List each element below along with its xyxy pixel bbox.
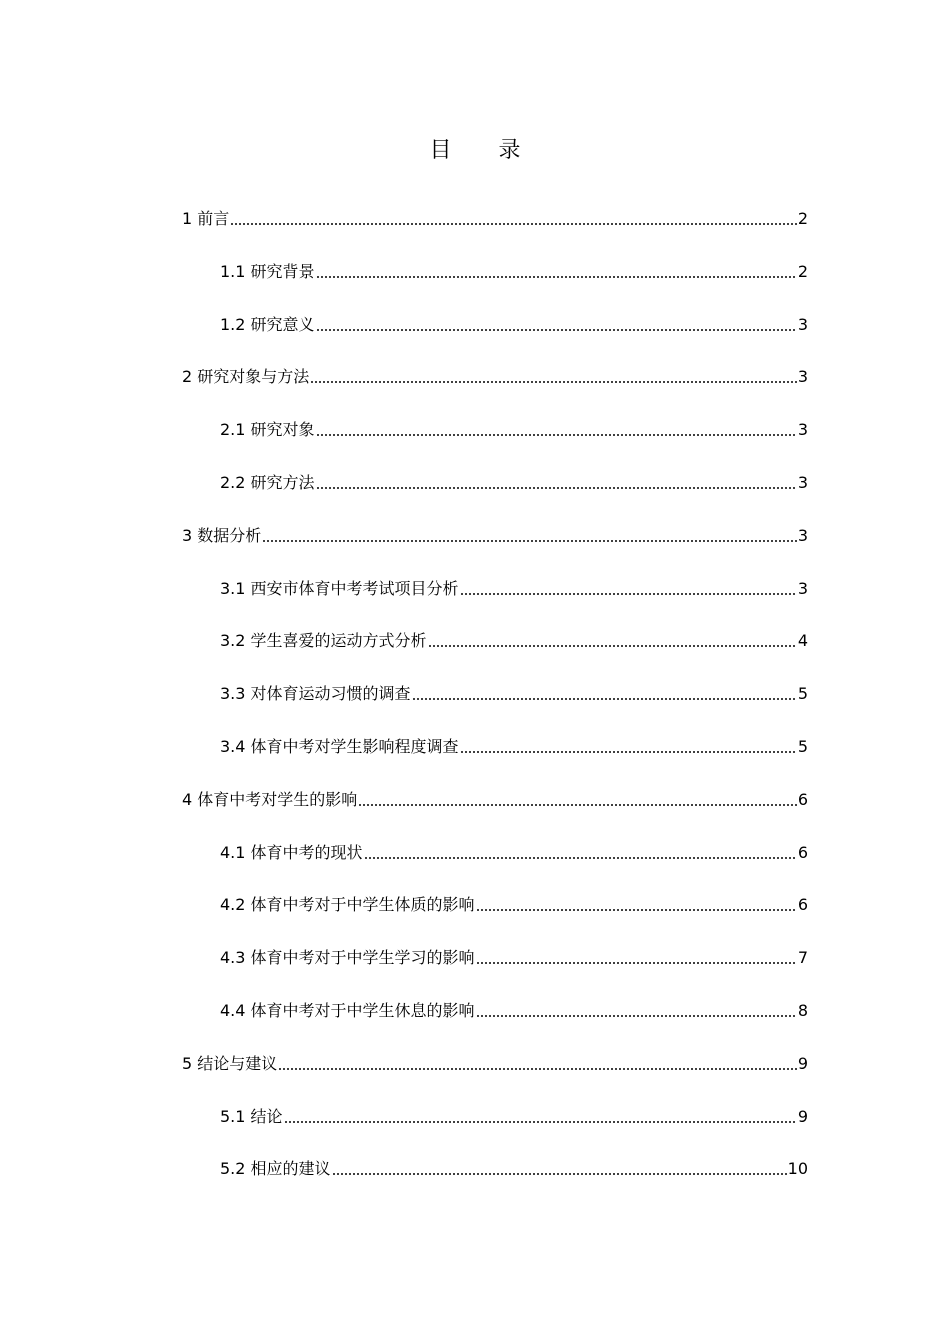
toc-entry[interactable] <box>182 200 808 230</box>
toc-entry-page-number: 3 <box>797 314 808 334</box>
toc-entry-label: 4 体育中考对学生的影响 <box>182 789 358 809</box>
toc-entry-page-number: 5 <box>797 737 808 756</box>
toc-dot-leader <box>262 540 797 542</box>
toc-dot-leader <box>358 804 797 806</box>
toc-dot-leader <box>428 645 797 647</box>
toc-entry[interactable] <box>220 306 808 336</box>
toc-entry[interactable] <box>220 253 808 283</box>
toc-entry-page-number: 10 <box>787 1159 808 1179</box>
toc-entry-label: 1.1 研究背景 <box>220 261 315 281</box>
toc-entry-label: 2.1 研究对象 <box>220 420 315 440</box>
toc-entry[interactable] <box>182 517 808 547</box>
toc-entry-label: 3 数据分析 <box>182 525 262 545</box>
toc-entry-page-number: 3 <box>797 367 808 387</box>
toc-dot-leader <box>284 1121 797 1123</box>
toc-entry[interactable] <box>220 622 808 652</box>
toc-entry-page-number: 3 <box>797 525 808 545</box>
toc-entry-page-number: 8 <box>797 1001 808 1020</box>
toc-entry-label: 3.3 对体育运动习惯的调查 <box>220 684 411 704</box>
toc-dot-leader <box>476 962 797 964</box>
toc-dot-leader <box>316 329 797 331</box>
toc-entry-page-number: 9 <box>797 1053 808 1073</box>
toc-dot-leader <box>476 1015 797 1017</box>
toc-entry[interactable] <box>220 1098 808 1128</box>
toc-title: 目 录 <box>429 138 541 163</box>
toc-entry-page-number: 7 <box>797 948 808 968</box>
toc-dot-leader <box>364 857 797 859</box>
toc-entry-page-number: 3 <box>797 578 808 598</box>
toc-entry-label: 3.1 西安市体育中考考试项目分析 <box>220 578 459 598</box>
toc-entry-label: 2.2 研究方法 <box>220 473 315 492</box>
toc-entry[interactable] <box>220 992 808 1022</box>
toc-entry-page-number: 2 <box>797 261 808 281</box>
toc-entry[interactable] <box>220 728 808 758</box>
toc-entry-page-number: 5 <box>797 684 808 704</box>
toc-dot-leader <box>460 593 797 595</box>
toc-entry-label: 5.2 相应的建议 <box>220 1159 331 1179</box>
toc-dot-leader <box>332 1173 787 1175</box>
toc-entry[interactable] <box>220 939 808 969</box>
toc-dot-leader <box>230 223 797 225</box>
toc-entry-label: 3.2 学生喜爱的运动方式分析 <box>220 631 427 651</box>
toc-entry-page-number: 3 <box>797 473 808 492</box>
toc-entry-label: 5 结论与建议 <box>182 1053 278 1073</box>
toc-dot-leader <box>476 909 797 911</box>
toc-entry[interactable] <box>220 834 808 864</box>
toc-entry[interactable] <box>182 1045 808 1075</box>
toc-entry-label: 3.4 体育中考对学生影响程度调查 <box>220 737 459 756</box>
toc-entry-label: 4.1 体育中考的现状 <box>220 842 363 862</box>
toc-dot-leader <box>316 276 797 278</box>
toc-entry-page-number: 3 <box>797 420 808 440</box>
toc-entry-label: 1 前言 <box>182 209 230 228</box>
toc-entry[interactable] <box>220 675 808 705</box>
toc-dot-leader <box>278 1068 797 1070</box>
toc-entry-page-number: 4 <box>797 631 808 651</box>
toc-entry-label: 4.2 体育中考对于中学生体质的影响 <box>220 895 475 915</box>
toc-dot-leader <box>316 434 797 436</box>
toc-dot-leader <box>460 751 797 753</box>
toc-dot-leader <box>412 698 797 700</box>
toc-entry-label: 5.1 结论 <box>220 1106 283 1126</box>
toc-entry-label: 4.3 体育中考对于中学生学习的影响 <box>220 948 475 968</box>
toc-entry[interactable] <box>220 1150 808 1180</box>
toc-entry[interactable] <box>220 570 808 600</box>
toc-entry[interactable] <box>220 411 808 441</box>
toc-entry[interactable] <box>182 358 808 388</box>
toc-entry-page-number: 6 <box>797 895 808 915</box>
toc-entry-label: 2 研究对象与方法 <box>182 367 310 387</box>
toc-entry[interactable] <box>182 781 808 811</box>
toc-entry-page-number: 6 <box>797 842 808 862</box>
toc-entry-label: 1.2 研究意义 <box>220 314 315 334</box>
toc-entry-page-number: 9 <box>797 1106 808 1126</box>
toc-entry-page-number: 2 <box>797 209 808 228</box>
toc-entry[interactable] <box>220 464 808 494</box>
toc-dot-leader <box>316 487 797 489</box>
toc-dot-leader <box>310 381 797 383</box>
toc-entry[interactable] <box>220 886 808 916</box>
toc-entry-label: 4.4 体育中考对于中学生休息的影响 <box>220 1001 475 1020</box>
toc-entry-page-number: 6 <box>797 789 808 809</box>
